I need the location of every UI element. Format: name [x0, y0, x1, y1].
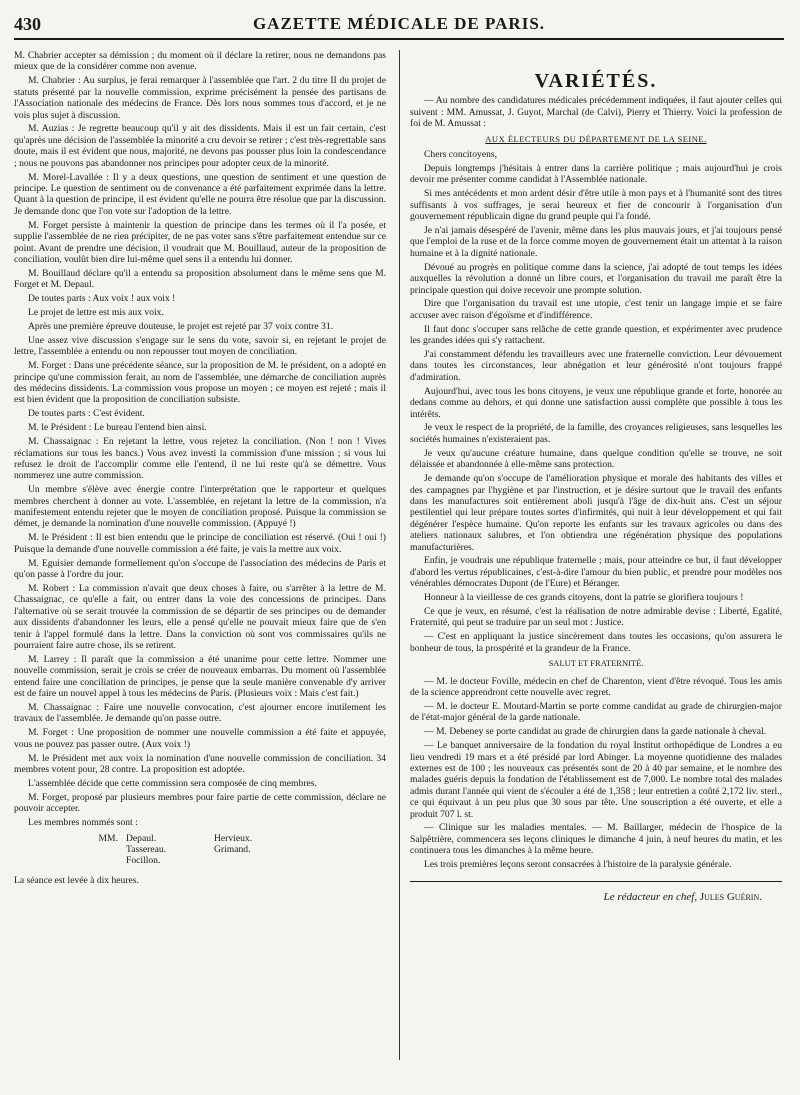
page-header [14, 14, 784, 40]
paragraph: Le projet de lettre est mis aux voix. [28, 307, 164, 319]
paragraph: M. Chabrier : Au surplus, je ferai remarquer à l'assemblée que l'art. 2 du titre II du projet de statuts présenté par la nouvelle commission, exprime précisément la pensée des partisans de l'Association nationale des médecins de France. Dès lors nous sommes tous d'accord, et je ne vois plus sujet à discussion. [14, 75, 386, 121]
paragraph: Aujourd'hui, avec tous les bons citoyens, je veux une république grande et forte, honorée au dedans comme au dehors, et qui donne une satisfaction aussi complète que possible à tous les intérêts. [410, 385, 782, 420]
paragraph: M. Larrey : Il paraît que la commission a été unanime pour cette lettre. Nommer une nouvelle commission, serait je crois se créer de nouveaux embarras. Du moment où l'assemblée entend faire une conciliation de principes, je pense que la seule manière convenable d'y arriver est de faire un nouvel appel à tous les médecins de Paris. (Plusieurs voix : Mais c'est fait.) [14, 653, 386, 700]
right-column [410, 50, 782, 903]
closing-line: La séance est levée à dix heures. [14, 874, 139, 886]
member-prefix [14, 844, 126, 855]
paragraph: Après une première épreuve douteuse, le projet est rejeté par 37 voix contre 31. [28, 320, 334, 332]
editor-name: Jules Guérin. [699, 890, 762, 903]
paragraph: M. Auzias : Je regrette beaucoup qu'il y ait des dissidents. Mais il est un fait certain, c'est qu'après une décision de l'assemblée la minorité a cru devoir se retirer ; c'est très-regrettable sans doute, mais il est évident que nous, majorité, ne devons pas pousser plus loin la condescendance ; nous ne pouvons pas abandonner nos principes pour adopter ceux de la minorité. [14, 123, 386, 169]
paragraph: M. Forget : Une proposition de nommer une nouvelle commission a été faite et appuyée, vous ne pouvez pas passer outre. (Aux voix !) [14, 727, 386, 750]
news-item: — M. le docteur Foville, médecin en chef de Charenton, vient d'être révoqué. Tous les amis de la science apprendront cette nouvelle avec regret. [410, 675, 782, 698]
member-name: Tassereau. [126, 844, 167, 855]
paragraph: Les membres nommés sont : [28, 817, 138, 829]
news-item: Les trois premières leçons seront consacrées à l'histoire de la paralysie générale. [424, 859, 732, 871]
paragraph: Une assez vive discussion s'engage sur le sens du vote, savoir si, en rejetant le projet de lettre, l'assemblée a entendu ou non repousser tout moyen de conciliation. [14, 334, 386, 358]
left-column [14, 50, 386, 889]
paragraph: J'ai constamment défendu les travailleurs avec une fraternelle conviction. Leur dévouement dans toutes les circonstances, leur abnégation et leur générosité n'ont toujours frappé d'admiration. [410, 349, 782, 383]
member-prefix [14, 855, 126, 866]
paragraph: M. le Président : Il est bien entendu que le principe de conciliation est réservé. (Oui ! oui !) Puisque la demande d'une nouvelle commission a été faite, je vais la mettre aux voix. [14, 532, 386, 555]
news-item: — M. Debeney se porte candidat au grade de chirurgien dans la garde nationale à cheval. [424, 726, 767, 738]
paragraph: Je veux le respect de la propriété, de la famille, des croyances religieuses, sans lesquelles les sociétés humaines n'existeraient pas. [410, 422, 782, 445]
page-number: 430 [14, 14, 41, 34]
member-row [14, 855, 386, 866]
paragraph: Dire que l'organisation du travail est une utopie, c'est tenir un langage impie et se faire accuser avec raison d'égoïsme et d'indifférence. [410, 298, 782, 321]
news-item: — M. le docteur E. Moutard-Martin se porte comme candidat au grade de chirurgien-major de l'état-major général de la garde nationale. [410, 700, 782, 724]
paragraph: M. Morel-Lavallée : Il y a deux questions, une question de sentiment et une question de principe. Le question de sentiment ou de convenance a été parfaitement exprimée dans la lettre. Quant à la question de principe, il est évident qu'elle ne pourra être résolue que par la discussion. Je demande donc que l'on vote sur l'adoption de la lettre. [14, 171, 386, 217]
paragraph: Je demande qu'on s'occupe de l'amélioration physique et morale des habitants des villes et des campagnes par l'hygiène et par l'instruction, et je désire surtout que le travail des enfants dans les manufactures soit entièrement aboli jusqu'à l'âge de dix-huit ans. C'est un séjour pestilentiel qui leur prépare toutes sortes d'infirmités, qui nuit à leur développement et qui fait dégénérer l'espèce humaine. Qu'on reporte les enfants sur les travaux agricoles ou dans des ateliers nationaux salubres, et l'on obtiendra une régénération physique des populations manufacturières. [410, 473, 782, 553]
member-row [14, 833, 386, 844]
paragraph: Depuis longtemps j'hésitais à entrer dans la carrière politique ; mais aujourd'hui je crois devoir me présenter comme candidat à l'Assemblée nationale. [410, 162, 782, 186]
paragraph: De toutes parts : C'est évident. [28, 408, 145, 420]
paragraph: M. le Président met aux voix la nomination d'une nouvelle commission de conciliation. 34 membres votent pour, 28 contre. La proposition est adoptée. [14, 752, 386, 776]
paragraph: M. Forget : Dans une précédente séance, sur la proposition de M. le président, on a adopté en principe qu'une commission ferait, au nom de l'assemblée, une démarche de conciliation auprès des médecins dissidents. La commission vous propose un moyen ; ce moyen est rejeté ; mais il est bien évident que la proposition de conciliation subsiste. [14, 360, 386, 406]
paragraph: Enfin, je voudrais une république fraternelle ; mais, pour atteindre ce but, il faut développer d'abord les vertus républicaines, c'est-à-dire l'amour du bien public, et prendre pour modèles nos vénérables démocrates Dupont (de l'Eure) et Béranger. [410, 555, 782, 590]
paragraph: De toutes parts : Aux voix ! aux voix ! [28, 293, 176, 305]
paragraph: L'assemblée décide que cette commission sera composée de cinq membres. [28, 777, 317, 789]
member-name: Hervieux. [214, 832, 253, 844]
news-item: — Clinique sur les maladies mentales. — M. Baillarger, médecin de l'hospice de la Salpêtrière, commencera ses leçons cliniques le dimanche 4 juin, à neuf heures du matin, et les continuera tous les dimanches à la même heure. [410, 822, 782, 857]
address-heading [410, 134, 782, 145]
member-name [214, 855, 302, 866]
news-item: — Le banquet anniversaire de la fondation du royal Institut orthopédique de Londres a eu lieu vendredi 19 mars et a été présidé par lord Abinger. La moyenne quotidienne des malades externes est de 100 ; les nouveaux cas présentés sont de 20 à 40 par semaine, et le nombre des malades guéris depuis la fondation de l'établissement est de 7,000. Le nombre total des malades admis durant l'année qui vient de s'écouler a été de 1,358 ; leur entretien a coûté 2,172 liv. sterl., ce qui équivaut à un peu plus que 30 sous par tête. Une souscription a été ouverte, et elle a produit 707 l. st. [410, 740, 782, 820]
paragraph: M. Forget persiste à maintenir la question de principe dans les termes où il l'a posée, et supplie l'assemblée de ne rien précipiter, de ne pas voter sans s'être parfaitement entendue sur ce point. Avant de prendre une décision, il voudrait que M. Bouillaud, auteur de la proposition de conciliation, voulût bien dire lui-même quel sens il a entendu lui donner. [14, 219, 386, 265]
paragraph: — C'est en appliquant la justice sincèrement dans toutes les occasions, qu'on assurera le bonheur de tous, la prospérité et la grandeur de la France. [410, 631, 782, 654]
paragraph: Si mes antécédents et mon ardent désir d'être utile à mon pays et à l'humanité sont des titres suffisants à vos suffrages, je serai heureux et fier de concourir à l'organisation d'un gouvernement républicain digne du grand peuple qui l'a fondé. [410, 188, 782, 223]
paragraph: Ce que je veux, en résumé, c'est la réalisation de notre admirable devise : Liberté, Egalité, Fraternité, qui peut se traduire par un seul mot : Justice. [410, 606, 782, 629]
salutation: SALUT ET FRATERNITÉ. [548, 658, 644, 669]
paragraph: M. le Président : Le bureau l'entend bien ainsi. [28, 422, 207, 434]
journal-title: GAZETTE MÉDICALE DE PARIS. [252, 14, 546, 33]
paragraph: M. Bouillaud déclare qu'il a entendu sa proposition absolument dans le même sens que M. Forget et M. Depaul. [14, 267, 386, 291]
editor-label: Le rédacteur en chef, [603, 890, 698, 903]
member-name: Focillon. [126, 855, 161, 867]
paragraph: Un membre s'élève avec énergie contre l'interprétation que le rapporteur et quelques membres cherchent à donner au vote. L'assemblée, en rejetant la lettre de la commission, n'a manifestement entendu rejeter que le moyen de conciliation proposé. Puisque la commission se démet, je demande la nomination d'une nouvelle commission. (Appuyé !) [14, 484, 386, 530]
column-divider [399, 50, 400, 1060]
paragraph: M. Chassaignac : Faire une nouvelle convocation, c'est ajourner encore inutilement les travaux de l'assemblée. Je demande qu'on passe outre. [14, 702, 386, 725]
member-name: Grimand. [214, 844, 251, 855]
intro-paragraph: — Au nombre des candidatures médicales précédemment indiquées, il faut ajouter celles qui suivent : MM. Amussat, J. Guyot, Marchal (de Calvi), Pierry et Thierry. Voici la profession de foi de M. Amussat : [410, 95, 782, 130]
greeting: Chers concitoyens, [424, 149, 498, 161]
editor-signature [410, 892, 782, 903]
paragraph: Je n'ai jamais désespéré de l'avenir, même dans les plus mauvais jours, et j'ai toujours pensé que l'emploi de la ruse et de la force comme moyen de gouvernement était un attentat à la raison humaine et à la dignité nationale. [410, 224, 782, 259]
paragraph: Il faut donc s'occuper sans relâche de cette grande question, et expérimenter avec prudence les grandes idées qui s'y rattachent. [410, 323, 782, 347]
member-prefix: MM. [98, 832, 118, 844]
member-name: Depaul. [126, 832, 157, 844]
member-list [14, 833, 386, 867]
member-row [14, 844, 386, 855]
editor-divider [410, 881, 782, 882]
paragraph: Je veux qu'aucune créature humaine, dans quelque condition qu'elle se trouve, ne soit délaissée et abandonnée à elle-même sans protection. [410, 447, 782, 471]
section-title: VARIÉTÉS. [534, 70, 658, 92]
address-heading-text: AUX ÉLECTEURS DU DÉPARTEMENT DE LA SEINE. [485, 133, 707, 144]
paragraph: M. Chabrier accepter sa démission ; du moment où il déclare la retirer, nous ne demandons pas mieux que de la considérer comme non avenue. [14, 50, 386, 73]
paragraph: M. Forget, proposé par plusieurs membres pour faire partie de cette commission, déclare ne pouvoir accepter. [14, 791, 386, 815]
paragraph: M. Robert : La commission n'avait que deux choses à faire, ou s'arrêter à la lettre de M. Chassaignac, ce qu'elle a fait, ou entrer dans la voie des concessions de principes. Dans l'alternative où se serait trouvée la commission de se départir de ses principes ou de demander aux dissidents d'abandonner les leurs, elle a pensé qu'elle ne pouvait mieux faire que de s'en tenir à l'appel formulé dans la lettre. Dans la conviction où sont vos commissaires qu'ils ne pourraient faire autre chose, ils se retirent. [14, 582, 386, 651]
paragraph: Honneur à la vieillesse de ces grands citoyens, dont la patrie se glorifiera toujours ! [424, 592, 744, 604]
paragraph: M. Chassaignac : En rejetant la lettre, vous rejetez la conciliation. (Non ! non ! Vives réclamations sur tous les bancs.) Vous avez investi la commission d'une mission ; si vous lui refusez le droit de l'accomplir comme elle l'entend, il ne lui reste qu'à se démettre. Vous nommerez une autre commission. [14, 436, 386, 482]
paragraph: Dévoué au progrès en politique comme dans la science, j'ai adopté de tout temps les idées auxquelles la révolution a donné un libre cours, et l'organisation du travail me paraît être la principale question qui doive recevoir une prompte solution. [410, 261, 782, 296]
paragraph: M. Eguisier demande formellement qu'on s'occupe de l'association des médecins de Paris et qu'on passe à l'ordre du jour. [14, 557, 386, 581]
